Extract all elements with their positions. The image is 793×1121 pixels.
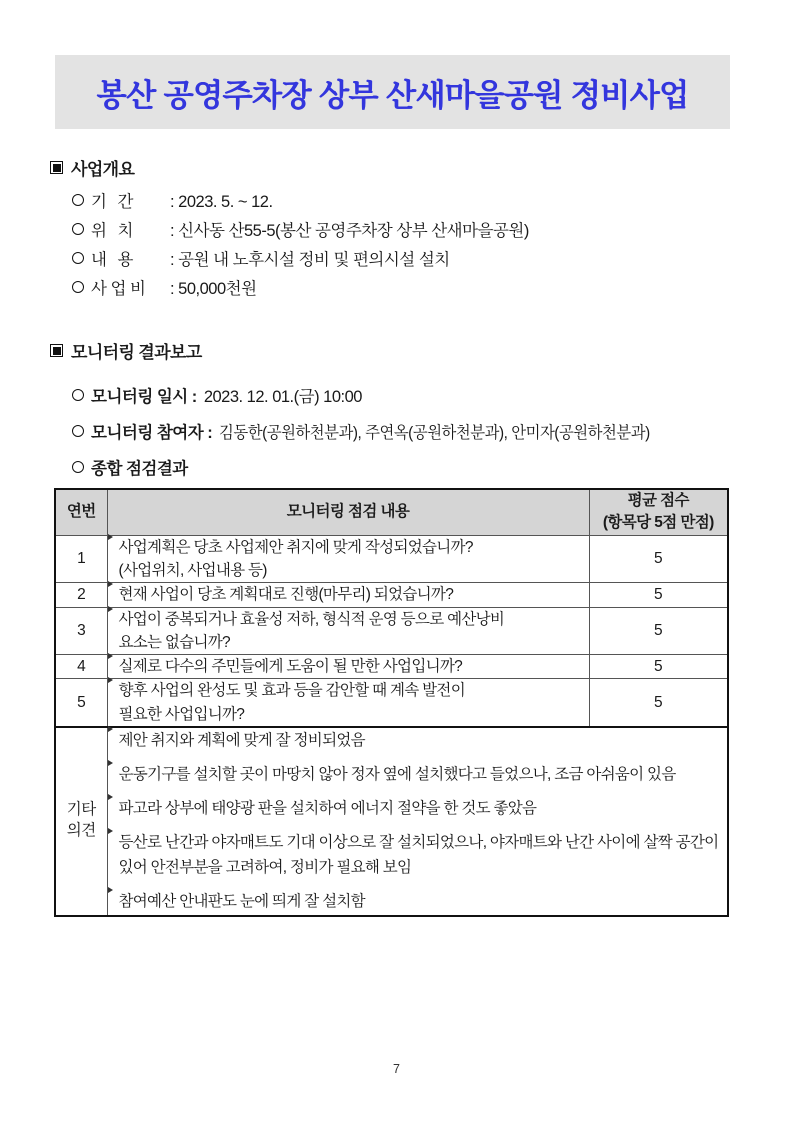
list-item: [72, 246, 529, 270]
triangle-bullet-icon: [108, 887, 113, 893]
other-opinions-body: [107, 727, 728, 916]
other-opinions-label: [55, 727, 107, 916]
circle-bullet-icon: [72, 194, 84, 206]
document-title-banner: [55, 55, 730, 129]
monitoring-item-list: [50, 383, 682, 479]
list-item: [72, 188, 529, 212]
table-row-other-opinions: [55, 727, 728, 916]
list-item: [72, 275, 529, 299]
triangle-bullet-icon: [108, 677, 113, 683]
table-header: [55, 489, 728, 535]
triangle-bullet-icon: [108, 794, 113, 800]
row-content: [107, 679, 589, 727]
column-header-score: [589, 489, 728, 535]
circle-bullet-icon: [72, 281, 84, 293]
opinion-text: 등산로 난간과 야자매트도 기대 이상으로 잘 설치되었으나, 야자매트와 난간 사이에 살짝 공간이 있어 안전부분을 고려하여, 정비가 필요해 보임: [118, 834, 719, 877]
other-opinions-label-line1: 기타: [66, 801, 96, 819]
row-content-text: 사업계획은 당초 사업제안 취지에 맞게 작성되었습니까? (사업위치, 사업내용 등): [118, 538, 473, 580]
table-row: [55, 535, 728, 583]
overview-value-location: : 신사동 산55-5(봉산 공영주차장 상부 산새마을공원): [170, 222, 529, 240]
circle-bullet-icon: [72, 252, 84, 264]
square-bullet-icon: [50, 344, 63, 357]
row-content-text: 현재 사업이 당초 계획대로 진행(마무리) 되었습니까?: [118, 586, 454, 604]
monitoring-label-summary: 종합 점검결과: [91, 460, 188, 478]
overview-item-list: [50, 188, 529, 299]
list-item: [72, 455, 682, 479]
row-content: [107, 607, 589, 655]
triangle-bullet-icon: [108, 828, 113, 834]
row-content: [107, 655, 589, 679]
row-number: 2: [55, 583, 107, 607]
table-body: [55, 535, 728, 915]
triangle-bullet-icon: [108, 606, 113, 612]
row-number: 1: [55, 535, 107, 583]
overview-value-content: : 공원 내 노후시설 정비 및 편의시설 설치: [170, 251, 450, 269]
column-header-content: 모니터링 점검 내용: [107, 489, 589, 535]
row-content-text: 향후 사업의 완성도 및 효과 등을 감안할 때 계속 발전이 필요한 사업입니까?: [118, 682, 465, 723]
monitoring-results-table-wrapper: [54, 488, 729, 917]
monitoring-value-participants: 김동한(공원하천분과), 주연옥(공원하천분과), 안미자(공원하천분과): [219, 424, 650, 442]
column-header-score-line1: 평균 점수: [627, 492, 689, 509]
overview-label-location: 위 치: [91, 222, 137, 240]
triangle-bullet-icon: [108, 653, 113, 659]
square-bullet-icon: [50, 161, 63, 174]
list-item: [72, 383, 682, 407]
row-score: 5: [589, 655, 728, 679]
circle-bullet-icon: [72, 461, 84, 473]
list-item: [108, 728, 728, 753]
section-heading-overview: [50, 155, 529, 180]
row-number: 4: [55, 655, 107, 679]
overview-label-budget: 사 업 비: [91, 280, 146, 298]
overview-value-budget: : 50,000천원: [170, 280, 257, 298]
list-item: [72, 419, 682, 443]
list-item: [108, 796, 728, 821]
triangle-bullet-icon: [108, 534, 113, 540]
monitoring-value-datetime: 2023. 12. 01.(금) 10:00: [203, 388, 362, 406]
opinion-text: 참여예산 안내판도 눈에 띄게 잘 설치함: [118, 893, 365, 911]
list-item: [108, 830, 728, 880]
section-project-overview: [50, 155, 529, 304]
monitoring-label-participants: 모니터링 참여자 :: [91, 424, 213, 442]
row-score: 5: [589, 583, 728, 607]
monitoring-label-datetime: 모니터링 일시 :: [91, 388, 197, 406]
section-heading-monitoring: [50, 338, 682, 363]
row-content: [107, 535, 589, 583]
circle-bullet-icon: [72, 425, 84, 437]
row-content-text: 실제로 다수의 주민들에게 도움이 될 만한 사업입니까?: [118, 658, 463, 676]
row-number: 5: [55, 679, 107, 727]
opinion-text: 운동기구를 설치할 곳이 마땅치 않아 정자 옆에 설치했다고 들었으나, 조금 아쉬움이 있음: [118, 766, 676, 784]
section-monitoring-report: [50, 338, 682, 491]
list-item: [108, 762, 728, 787]
row-score: 5: [589, 679, 728, 727]
row-content: [107, 583, 589, 607]
monitoring-results-table: [54, 488, 729, 917]
row-content-text: 사업이 중복되거나 효율성 저하, 형식적 운영 등으로 예산낭비 요소는 없습니까?: [118, 610, 505, 651]
circle-bullet-icon: [72, 223, 84, 235]
opinion-text: 제안 취지와 계획에 맞게 잘 정비되었음: [118, 731, 365, 749]
overview-label-content: 내 용: [91, 251, 137, 269]
table-row: [55, 607, 728, 655]
other-opinions-label-line2: 의견: [66, 822, 96, 840]
circle-bullet-icon: [72, 389, 84, 401]
page-title: 봉산 공영주차장 상부 산새마을공원 정비사업: [96, 77, 689, 113]
triangle-bullet-icon: [108, 581, 113, 587]
overview-value-period: : 2023. 5. ~ 12.: [170, 193, 273, 211]
row-score: 5: [589, 607, 728, 655]
triangle-bullet-icon: [108, 726, 113, 732]
overview-label-period: 기 간: [91, 193, 137, 211]
opinion-text: 파고라 상부에 태양광 판을 설치하여 에너지 절약을 한 것도 좋았음: [118, 800, 537, 818]
row-number: 3: [55, 607, 107, 655]
row-score: 5: [589, 535, 728, 583]
list-item: [108, 889, 728, 914]
column-header-score-line2: (항목당 5점 만점): [602, 514, 714, 532]
triangle-bullet-icon: [108, 760, 113, 766]
table-row: [55, 583, 728, 607]
table-row: [55, 655, 728, 679]
list-item: [72, 217, 529, 241]
table-row: [55, 679, 728, 727]
table-header-row: [55, 489, 728, 535]
page-number: 7: [393, 1062, 400, 1076]
section-heading-monitoring-label: 모니터링 결과보고: [71, 343, 202, 362]
column-header-no: 연번: [55, 489, 107, 535]
section-heading-overview-label: 사업개요: [71, 160, 135, 179]
